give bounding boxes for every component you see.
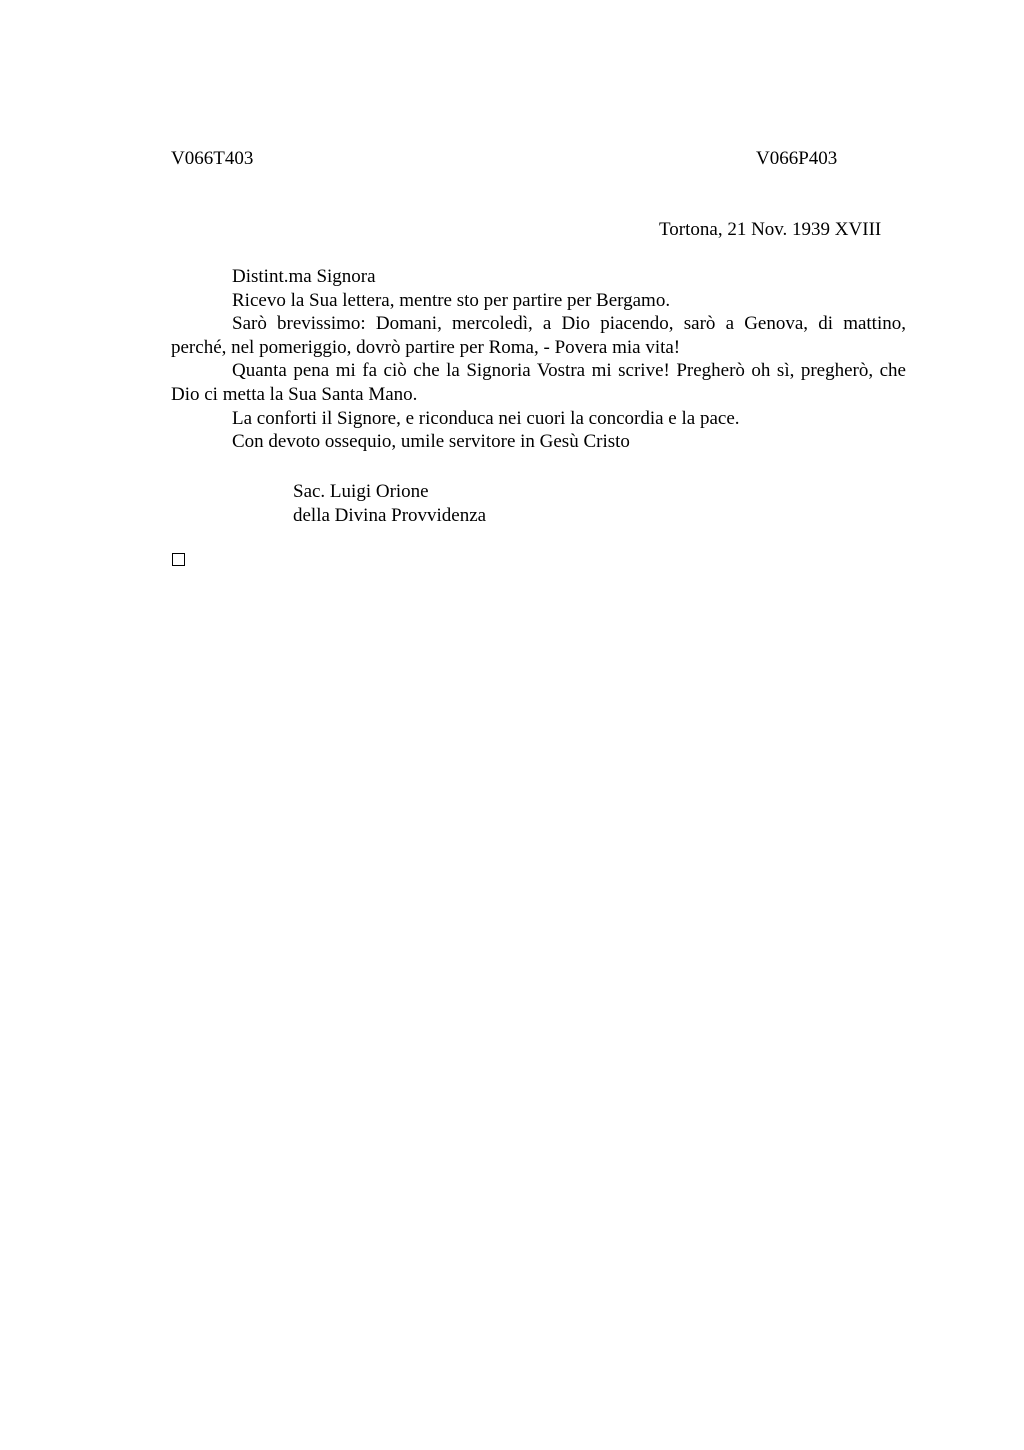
document-code-right: V066P403 [756,148,838,169]
paragraph-5: Con devoto ossequio, umile servitore in Gesù Cristo [232,431,630,453]
letter-body [171,265,906,454]
signature-name: Sac. Luigi Orione [293,481,429,502]
signature-block [293,480,486,527]
end-of-document-box-icon [172,553,185,566]
paragraph-2: Sarò brevissimo: Domani, mercoledì, a Dio piacendo, sarò a Genova, di mattino, perché, nel pomeriggio, dovrò partire per Roma, - Povera mia vita! [171,313,906,358]
signature-title: della Divina Provvidenza [293,504,487,526]
document-code-left: V066T403 [171,148,254,169]
paragraph-1: Ricevo la Sua lettera, mentre sto per partire per Bergamo. [232,289,671,311]
paragraph-3: Quanta pena mi fa ciò che la Signoria Vostra mi scrive! Pregherò oh sì, pregherò, che Dio ci metta la Sua Santa Mano. [171,360,906,405]
paragraph-4: La conforti il Signore, e riconduca nei cuori la concordia e la pace. [232,407,740,429]
salutation: Distint.ma Signora [232,266,376,287]
place-date-line: Tortona, 21 Nov. 1939 XVIII [659,219,882,240]
